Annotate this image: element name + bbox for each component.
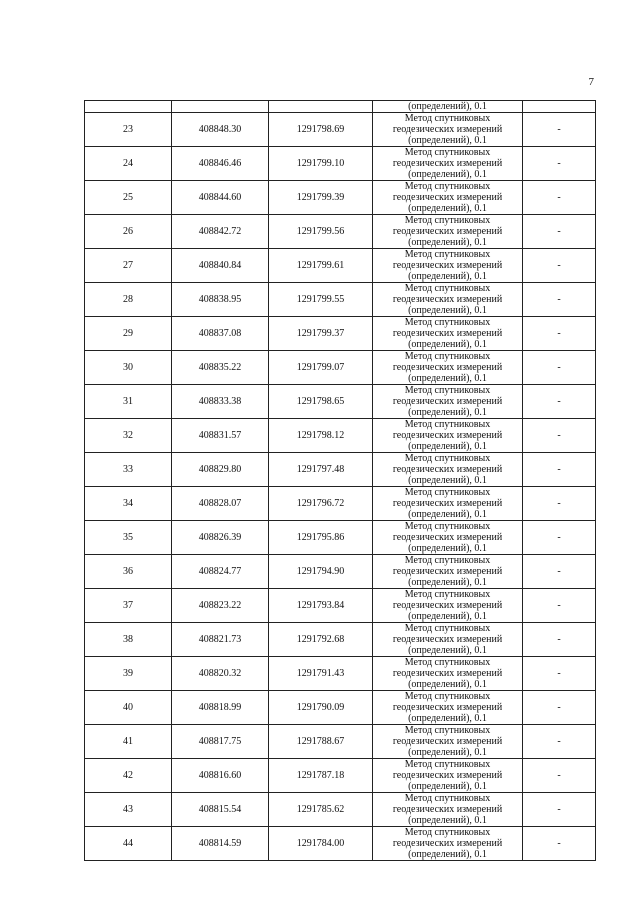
cell-extra: - — [523, 453, 596, 487]
cell-x-coordinate: 408820.32 — [172, 657, 269, 691]
cell-x-coordinate: 408821.73 — [172, 623, 269, 657]
cell-point-number: 43 — [85, 793, 172, 827]
method-line-3: (определений), 0.1 — [408, 475, 487, 486]
table-row — [85, 113, 596, 147]
method-line-2: геодезических измерений — [392, 430, 503, 441]
method-line-3: (определений), 0.1 — [408, 543, 487, 554]
cell-extra: - — [523, 827, 596, 861]
cell-point-number: 36 — [85, 555, 172, 589]
cell-y-coordinate: 1291799.39 — [269, 181, 373, 215]
cell-method — [373, 691, 523, 725]
method-line-1: Метод спутниковых — [404, 147, 491, 158]
method-line-3: (определений), 0.1 — [408, 203, 487, 214]
cell-point-number: 27 — [85, 249, 172, 283]
method-line-1: Метод спутниковых — [404, 521, 491, 532]
cell-x-coordinate: 408829.80 — [172, 453, 269, 487]
cell-method — [373, 487, 523, 521]
cell-y-coordinate: 1291790.09 — [269, 691, 373, 725]
method-line-3: (определений), 0.1 — [408, 645, 487, 656]
cell-method — [373, 351, 523, 385]
method-line-1: Метод спутниковых — [404, 827, 491, 838]
cell-x-coordinate: 408842.72 — [172, 215, 269, 249]
method-line-2: геодезических измерений — [392, 260, 503, 271]
method-line-3: (определений), 0.1 — [408, 509, 487, 520]
cell-method — [373, 555, 523, 589]
cell-extra: - — [523, 385, 596, 419]
method-line-1: Метод спутниковых — [404, 113, 491, 124]
method-line-2: геодезических измерений — [392, 668, 503, 679]
cell-y-coordinate: 1291798.65 — [269, 385, 373, 419]
cell-x-coordinate: 408828.07 — [172, 487, 269, 521]
cell-point-number: 40 — [85, 691, 172, 725]
method-line-2: геодезических измерений — [392, 362, 503, 373]
cell-method — [373, 419, 523, 453]
method-line-1: Метод спутниковых — [404, 555, 491, 566]
method-line-3: (определений), 0.1 — [408, 577, 487, 588]
method-line-2: геодезических измерений — [392, 294, 503, 305]
cell-point-number: 42 — [85, 759, 172, 793]
cell-y-coordinate — [269, 101, 373, 113]
cell-point-number: 38 — [85, 623, 172, 657]
cell-method — [373, 317, 523, 351]
cell-extra: - — [523, 623, 596, 657]
cell-extra: - — [523, 521, 596, 555]
table-row — [85, 181, 596, 215]
table-row — [85, 419, 596, 453]
method-line-2: геодезических измерений — [392, 328, 503, 339]
table-row — [85, 793, 596, 827]
cell-y-coordinate: 1291793.84 — [269, 589, 373, 623]
cell-x-coordinate: 408824.77 — [172, 555, 269, 589]
table-row — [85, 521, 596, 555]
cell-extra: - — [523, 249, 596, 283]
method-line-1: Метод спутниковых — [404, 657, 491, 668]
cell-method — [373, 283, 523, 317]
cell-extra: - — [523, 555, 596, 589]
table-row-continued — [85, 101, 596, 113]
method-line-1: Метод спутниковых — [404, 691, 491, 702]
cell-point-number: 35 — [85, 521, 172, 555]
method-line-3: (определений), 0.1 — [408, 305, 487, 316]
cell-extra: - — [523, 691, 596, 725]
method-line-2: геодезических измерений — [392, 702, 503, 713]
cell-method — [373, 453, 523, 487]
method-line-2: геодезических измерений — [392, 464, 503, 475]
cell-point-number: 26 — [85, 215, 172, 249]
cell-x-coordinate: 408817.75 — [172, 725, 269, 759]
cell-x-coordinate: 408837.08 — [172, 317, 269, 351]
cell-extra: - — [523, 793, 596, 827]
cell-point-number: 25 — [85, 181, 172, 215]
cell-x-coordinate: 408814.59 — [172, 827, 269, 861]
cell-x-coordinate: 408838.95 — [172, 283, 269, 317]
method-line-3: (определений), 0.1 — [408, 135, 487, 146]
method-line-3: (определений), 0.1 — [408, 611, 487, 622]
table-row — [85, 827, 596, 861]
table-row — [85, 249, 596, 283]
cell-point-number: 28 — [85, 283, 172, 317]
cell-x-coordinate: 408833.38 — [172, 385, 269, 419]
method-line-1: Метод спутниковых — [404, 181, 491, 192]
cell-x-coordinate: 408823.22 — [172, 589, 269, 623]
cell-method — [373, 147, 523, 181]
method-line-1: Метод спутниковых — [404, 283, 491, 294]
cell-extra: - — [523, 283, 596, 317]
method-line-1: Метод спутниковых — [404, 589, 491, 600]
table-row — [85, 691, 596, 725]
method-line-1: Метод спутниковых — [404, 419, 491, 430]
cell-x-coordinate: 408835.22 — [172, 351, 269, 385]
table-row — [85, 623, 596, 657]
cell-y-coordinate: 1291791.43 — [269, 657, 373, 691]
cell-method — [373, 249, 523, 283]
method-line-3: (определений), 0.1 — [408, 781, 487, 792]
table-row — [85, 657, 596, 691]
method-line-3: (определений), 0.1 — [408, 441, 487, 452]
method-line-3: (определений), 0.1 — [408, 339, 487, 350]
cell-point-number: 33 — [85, 453, 172, 487]
table-row — [85, 351, 596, 385]
cell-point-number: 30 — [85, 351, 172, 385]
method-line-1: Метод спутниковых — [404, 793, 491, 804]
cell-point-number: 34 — [85, 487, 172, 521]
cell-method — [373, 725, 523, 759]
cell-point-number — [85, 101, 172, 113]
table-row — [85, 283, 596, 317]
cell-point-number: 37 — [85, 589, 172, 623]
cell-x-coordinate: 408826.39 — [172, 521, 269, 555]
cell-x-coordinate: 408815.54 — [172, 793, 269, 827]
method-line-3: (определений), 0.1 — [408, 169, 487, 180]
method-line-2: геодезических измерений — [392, 736, 503, 747]
method-line-2: геодезических измерений — [392, 396, 503, 407]
page-number: 7 — [588, 76, 594, 88]
method-line-1: Метод спутниковых — [404, 623, 491, 634]
cell-x-coordinate: 408846.46 — [172, 147, 269, 181]
cell-extra: - — [523, 317, 596, 351]
cell-extra: - — [523, 113, 596, 147]
method-line-3: (определений), 0.1 — [408, 101, 487, 112]
cell-y-coordinate: 1291798.12 — [269, 419, 373, 453]
coordinates-table — [84, 100, 596, 861]
table-row — [85, 487, 596, 521]
cell-method — [373, 521, 523, 555]
cell-method — [373, 215, 523, 249]
cell-extra: - — [523, 419, 596, 453]
cell-point-number: 41 — [85, 725, 172, 759]
table-row — [85, 555, 596, 589]
cell-method — [373, 113, 523, 147]
cell-x-coordinate — [172, 101, 269, 113]
method-line-2: геодезических измерений — [392, 226, 503, 237]
cell-extra — [523, 101, 596, 113]
cell-point-number: 39 — [85, 657, 172, 691]
method-line-1: Метод спутниковых — [404, 453, 491, 464]
cell-x-coordinate: 408848.30 — [172, 113, 269, 147]
method-line-2: геодезических измерений — [392, 770, 503, 781]
cell-y-coordinate: 1291785.62 — [269, 793, 373, 827]
coordinates-table-body — [85, 101, 596, 861]
method-line-2: геодезических измерений — [392, 566, 503, 577]
table-row — [85, 215, 596, 249]
method-line-1: Метод спутниковых — [404, 759, 491, 770]
cell-point-number: 31 — [85, 385, 172, 419]
cell-method — [373, 589, 523, 623]
cell-point-number: 44 — [85, 827, 172, 861]
cell-extra: - — [523, 215, 596, 249]
method-line-2: геодезических измерений — [392, 498, 503, 509]
method-line-1: Метод спутниковых — [404, 351, 491, 362]
method-line-2: геодезических измерений — [392, 158, 503, 169]
cell-x-coordinate: 408816.60 — [172, 759, 269, 793]
method-line-3: (определений), 0.1 — [408, 679, 487, 690]
cell-y-coordinate: 1291787.18 — [269, 759, 373, 793]
table-row — [85, 317, 596, 351]
method-line-1: Метод спутниковых — [404, 215, 491, 226]
cell-y-coordinate: 1291799.07 — [269, 351, 373, 385]
method-line-2: геодезических измерений — [392, 124, 503, 135]
table-row — [85, 453, 596, 487]
method-line-1: Метод спутниковых — [404, 317, 491, 328]
cell-y-coordinate: 1291796.72 — [269, 487, 373, 521]
cell-y-coordinate: 1291788.67 — [269, 725, 373, 759]
cell-point-number: 29 — [85, 317, 172, 351]
table-row — [85, 589, 596, 623]
cell-y-coordinate: 1291799.56 — [269, 215, 373, 249]
cell-extra: - — [523, 351, 596, 385]
cell-method — [373, 101, 523, 113]
cell-extra: - — [523, 487, 596, 521]
table-row — [85, 147, 596, 181]
method-line-3: (определений), 0.1 — [408, 407, 487, 418]
method-line-2: геодезических измерений — [392, 600, 503, 611]
method-line-1: Метод спутниковых — [404, 487, 491, 498]
cell-extra: - — [523, 657, 596, 691]
method-line-3: (определений), 0.1 — [408, 713, 487, 724]
cell-point-number: 23 — [85, 113, 172, 147]
method-line-3: (определений), 0.1 — [408, 373, 487, 384]
cell-extra: - — [523, 759, 596, 793]
cell-y-coordinate: 1291798.69 — [269, 113, 373, 147]
method-line-2: геодезических измерений — [392, 532, 503, 543]
method-line-3: (определений), 0.1 — [408, 271, 487, 282]
cell-extra: - — [523, 147, 596, 181]
cell-method — [373, 657, 523, 691]
cell-y-coordinate: 1291799.61 — [269, 249, 373, 283]
method-line-2: геодезических измерений — [392, 634, 503, 645]
cell-x-coordinate: 408840.84 — [172, 249, 269, 283]
cell-y-coordinate: 1291799.10 — [269, 147, 373, 181]
cell-y-coordinate: 1291799.37 — [269, 317, 373, 351]
cell-y-coordinate: 1291794.90 — [269, 555, 373, 589]
method-line-3: (определений), 0.1 — [408, 849, 487, 860]
cell-method — [373, 827, 523, 861]
cell-point-number: 24 — [85, 147, 172, 181]
table-row — [85, 759, 596, 793]
cell-x-coordinate: 408844.60 — [172, 181, 269, 215]
cell-y-coordinate: 1291795.86 — [269, 521, 373, 555]
method-line-2: геодезических измерений — [392, 838, 503, 849]
method-line-2: геодезических измерений — [392, 804, 503, 815]
method-line-1: Метод спутниковых — [404, 249, 491, 260]
cell-y-coordinate: 1291797.48 — [269, 453, 373, 487]
cell-extra: - — [523, 725, 596, 759]
cell-method — [373, 623, 523, 657]
cell-extra: - — [523, 589, 596, 623]
table-row — [85, 725, 596, 759]
cell-y-coordinate: 1291792.68 — [269, 623, 373, 657]
cell-method — [373, 793, 523, 827]
cell-method — [373, 385, 523, 419]
method-line-3: (определений), 0.1 — [408, 747, 487, 758]
cell-x-coordinate: 408831.57 — [172, 419, 269, 453]
method-line-3: (определений), 0.1 — [408, 815, 487, 826]
table-row — [85, 385, 596, 419]
cell-method — [373, 181, 523, 215]
method-line-2: геодезических измерений — [392, 192, 503, 203]
cell-y-coordinate: 1291784.00 — [269, 827, 373, 861]
cell-method — [373, 759, 523, 793]
method-line-1: Метод спутниковых — [404, 385, 491, 396]
method-line-1: Метод спутниковых — [404, 725, 491, 736]
cell-extra: - — [523, 181, 596, 215]
method-line-3: (определений), 0.1 — [408, 237, 487, 248]
cell-x-coordinate: 408818.99 — [172, 691, 269, 725]
cell-y-coordinate: 1291799.55 — [269, 283, 373, 317]
cell-point-number: 32 — [85, 419, 172, 453]
